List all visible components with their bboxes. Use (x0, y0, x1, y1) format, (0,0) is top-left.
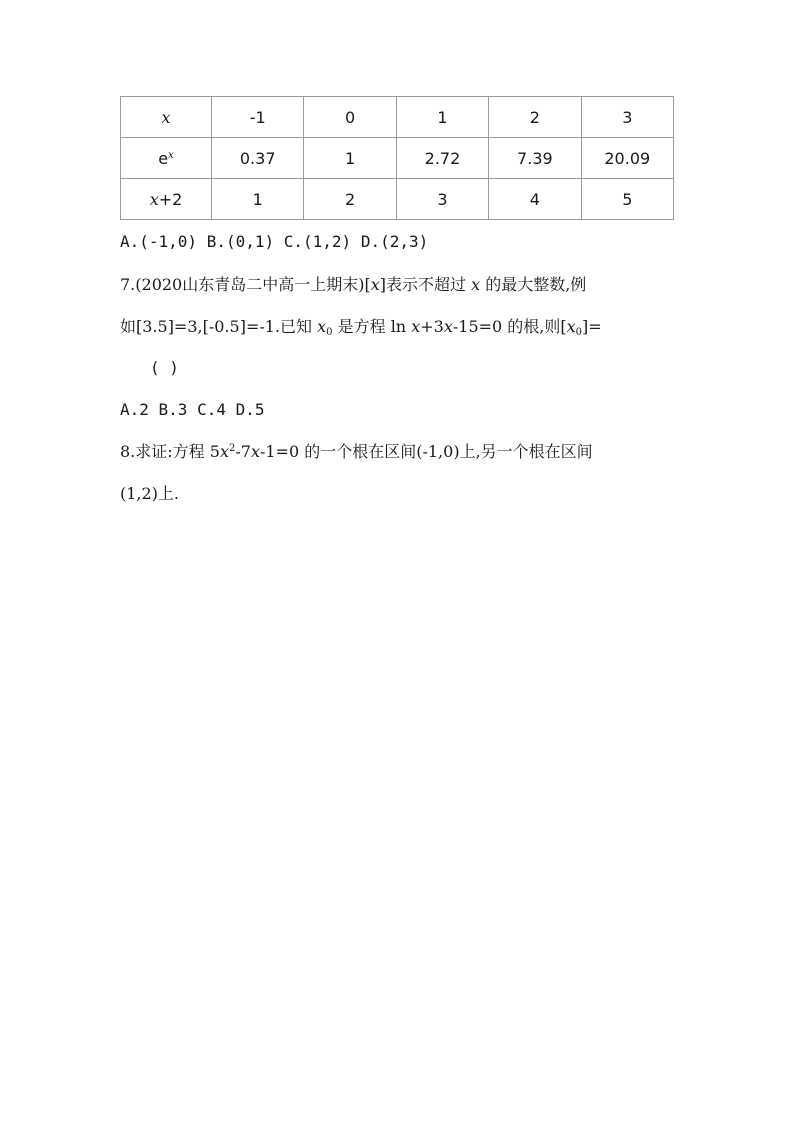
table-cell: 5 (581, 179, 673, 220)
row-header-x-plus-2: x+2 (121, 179, 212, 220)
table-cell: 1 (396, 97, 488, 138)
table-cell: -1 (212, 97, 304, 138)
table-cell: 20.09 (581, 138, 673, 179)
row-header-x: x (121, 97, 212, 138)
q7-options: A.2 B.3 C.4 D.5 (120, 400, 265, 419)
row-header-ex: $e^x$ (121, 138, 212, 179)
table-cell: 0.37 (212, 138, 304, 179)
table-cell: 1 (212, 179, 304, 220)
q8-line-1: 8.求证:方程 $5x^2-7x-1=0$ 的一个根在区间(-1,0)上,另一个根在区间 (120, 442, 593, 461)
table-row (121, 179, 674, 220)
table-cell: 1 (304, 138, 396, 179)
q7-line-2: 如[3.5]=3,[-0.5]=-1.已知 $x_0$ 是方程 ln x+3x-15=0 的根,则$[x_0]=$ (120, 317, 602, 338)
table-cell: 2 (304, 179, 396, 220)
q6-options: A.(-1,0) B.(0,1) C.(1,2) D.(2,3) (120, 232, 429, 251)
table-cell: 2.72 (396, 138, 488, 179)
table-cell: 2 (489, 97, 581, 138)
value-table (120, 96, 674, 220)
table-row (121, 138, 674, 179)
table-cell: 0 (304, 97, 396, 138)
q7-line-1: 7.(2020山东青岛二中高一上期末)[x]表示不超过 x 的最大整数,例 (120, 275, 587, 294)
table-cell: 4 (489, 179, 581, 220)
table-cell: 7.39 (489, 138, 581, 179)
q8-line-2: (1,2)上. (120, 484, 180, 503)
table-row (121, 97, 674, 138)
table-cell: 3 (396, 179, 488, 220)
table-cell: 3 (581, 97, 673, 138)
q7-answer-bracket: ( ) (150, 358, 179, 377)
